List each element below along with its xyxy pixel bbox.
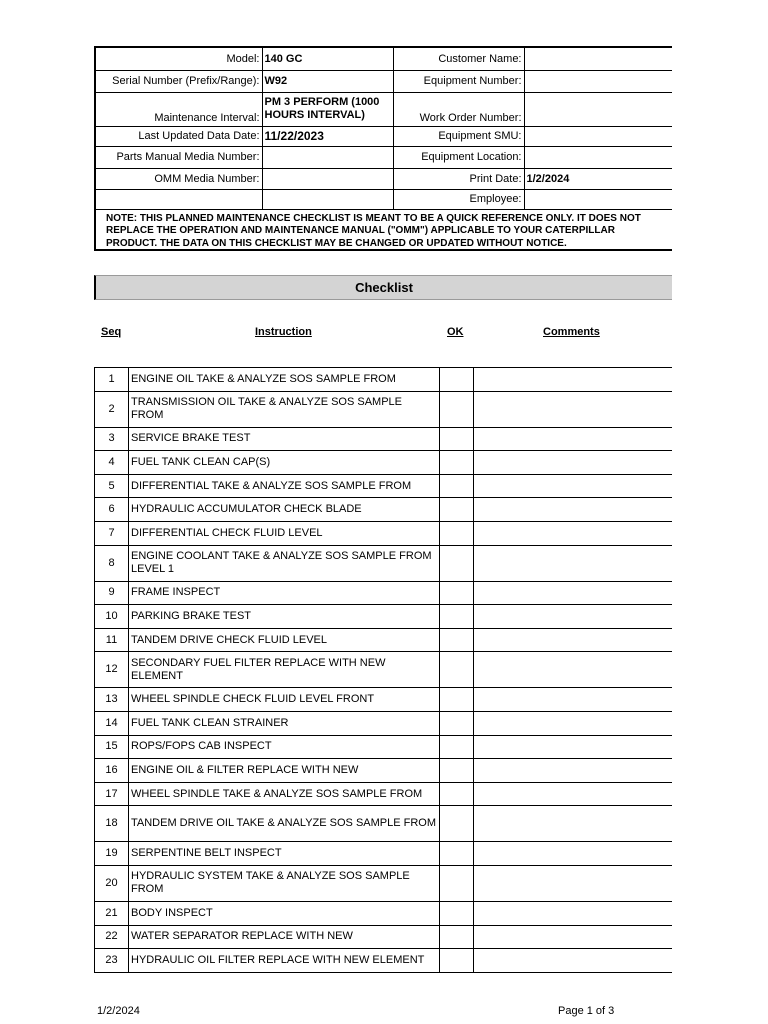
row-seq-number: 1 bbox=[95, 368, 129, 392]
row-seq-number: 20 bbox=[95, 865, 129, 901]
row-comments-cell[interactable] bbox=[474, 901, 673, 925]
footer-page-number: Page 1 of 3 bbox=[558, 1005, 615, 1017]
row-ok-checkbox-cell[interactable] bbox=[440, 782, 474, 806]
checklist-row bbox=[95, 451, 673, 475]
row-seq-number: 2 bbox=[95, 391, 129, 427]
row-ok-checkbox-cell[interactable] bbox=[440, 427, 474, 451]
row-instruction: ROPS/FOPS CAB INSPECT bbox=[129, 735, 440, 759]
row-instruction: TRANSMISSION OIL TAKE & ANALYZE SOS SAMPLE FROM bbox=[129, 391, 440, 427]
checklist-row bbox=[95, 782, 673, 806]
checklist-row bbox=[95, 925, 673, 949]
row-ok-checkbox-cell[interactable] bbox=[440, 474, 474, 498]
row-instruction: SECONDARY FUEL FILTER REPLACE WITH NEW ELEMENT bbox=[129, 652, 440, 688]
row-seq-number: 16 bbox=[95, 759, 129, 783]
last-updated-label: Last Updated Data Date: bbox=[96, 126, 262, 146]
print-date-value: 1/2/2024 bbox=[524, 168, 672, 189]
disclaimer-note: NOTE: THIS PLANNED MAINTENANCE CHECKLIST IS MEANT TO BE A QUICK REFERENCE ONLY. IT DOES NOT REPLACE THE OPERATION AND MAINTENANCE MANUAL ("OMM") APPLICABLE TO YOUR CATERPILLAR PRODUCT. THE DATA ON THIS CHECKLIST MAY BE CHANGED OR UPDATED WITHOUT NOTICE. bbox=[106, 212, 641, 249]
row-comments-cell[interactable] bbox=[474, 368, 673, 392]
row-seq-number: 12 bbox=[95, 652, 129, 688]
row-instruction: SERPENTINE BELT INSPECT bbox=[129, 842, 440, 866]
checklist-row bbox=[95, 806, 673, 842]
row-comments-cell[interactable] bbox=[474, 427, 673, 451]
parts-manual-value[interactable] bbox=[262, 146, 393, 168]
omm-media-value[interactable] bbox=[262, 168, 393, 189]
equipment-info-table bbox=[96, 48, 672, 250]
maintenance-interval-value: PM 3 PERFORM (1000 HOURS INTERVAL) bbox=[262, 92, 393, 126]
row-seq-number: 22 bbox=[95, 925, 129, 949]
seq-column-header: Seq bbox=[101, 326, 122, 338]
row-instruction: BODY INSPECT bbox=[129, 901, 440, 925]
row-seq-number: 15 bbox=[95, 735, 129, 759]
parts-manual-label: Parts Manual Media Number: bbox=[96, 146, 262, 168]
info-row-omm bbox=[96, 168, 672, 189]
row-instruction: TANDEM DRIVE CHECK FLUID LEVEL bbox=[129, 628, 440, 652]
row-seq-number: 17 bbox=[95, 782, 129, 806]
row-ok-checkbox-cell[interactable] bbox=[440, 451, 474, 475]
equipment-location-label: Equipment Location: bbox=[393, 146, 524, 168]
info-row-updated bbox=[96, 126, 672, 146]
checklist-title: Checklist bbox=[94, 275, 672, 300]
row-seq-number: 8 bbox=[95, 545, 129, 581]
work-order-number-value[interactable] bbox=[524, 92, 672, 126]
row-ok-checkbox-cell[interactable] bbox=[440, 901, 474, 925]
row-instruction: DIFFERENTIAL CHECK FLUID LEVEL bbox=[129, 521, 440, 545]
checklist-row bbox=[95, 498, 673, 522]
comments-column-header: Comments bbox=[543, 326, 600, 338]
instruction-column-header: Instruction bbox=[255, 326, 312, 338]
info-row-employee bbox=[96, 189, 672, 209]
omm-media-label: OMM Media Number: bbox=[96, 168, 262, 189]
row-seq-number: 23 bbox=[95, 949, 129, 973]
row-instruction: ENGINE COOLANT TAKE & ANALYZE SOS SAMPLE FROM LEVEL 1 bbox=[129, 545, 440, 581]
row-ok-checkbox-cell[interactable] bbox=[440, 949, 474, 973]
row-comments-cell[interactable] bbox=[474, 688, 673, 712]
row-ok-checkbox-cell[interactable] bbox=[440, 628, 474, 652]
row-ok-checkbox-cell[interactable] bbox=[440, 652, 474, 688]
row-ok-checkbox-cell[interactable] bbox=[440, 688, 474, 712]
row-comments-cell[interactable] bbox=[474, 949, 673, 973]
row-comments-cell[interactable] bbox=[474, 521, 673, 545]
row-seq-number: 7 bbox=[95, 521, 129, 545]
info-row-serial bbox=[96, 70, 672, 92]
checklist-table bbox=[94, 367, 672, 973]
equipment-number-label: Equipment Number: bbox=[393, 70, 524, 92]
checklist-row bbox=[95, 427, 673, 451]
checklist-row bbox=[95, 759, 673, 783]
footer-date: 1/2/2024 bbox=[97, 1005, 140, 1017]
row-instruction: FRAME INSPECT bbox=[129, 581, 440, 605]
checklist-row bbox=[95, 652, 673, 688]
checklist-row bbox=[95, 735, 673, 759]
row-instruction: HYDRAULIC SYSTEM TAKE & ANALYZE SOS SAMPLE FROM bbox=[129, 865, 440, 901]
row-ok-checkbox-cell[interactable] bbox=[440, 368, 474, 392]
row-seq-number: 3 bbox=[95, 427, 129, 451]
checklist-row bbox=[95, 688, 673, 712]
row-comments-cell[interactable] bbox=[474, 842, 673, 866]
checklist-row bbox=[95, 842, 673, 866]
serial-number-label: Serial Number (Prefix/Range): bbox=[96, 70, 262, 92]
blank-label bbox=[96, 189, 262, 209]
row-comments-cell[interactable] bbox=[474, 806, 673, 842]
row-instruction: FUEL TANK CLEAN CAP(S) bbox=[129, 451, 440, 475]
model-label: Model: bbox=[96, 48, 262, 70]
ok-column-header: OK bbox=[447, 326, 464, 338]
customer-name-label: Customer Name: bbox=[393, 48, 524, 70]
checklist-row bbox=[95, 711, 673, 735]
row-ok-checkbox-cell[interactable] bbox=[440, 605, 474, 629]
checklist-row bbox=[95, 949, 673, 973]
row-ok-checkbox-cell[interactable] bbox=[440, 581, 474, 605]
checklist-body bbox=[95, 368, 673, 973]
row-comments-cell[interactable] bbox=[474, 735, 673, 759]
row-ok-checkbox-cell[interactable] bbox=[440, 806, 474, 842]
employee-value[interactable] bbox=[524, 189, 672, 209]
row-comments-cell[interactable] bbox=[474, 711, 673, 735]
row-comments-cell[interactable] bbox=[474, 474, 673, 498]
info-row-interval bbox=[96, 92, 672, 126]
row-seq-number: 18 bbox=[95, 806, 129, 842]
row-instruction: DIFFERENTIAL TAKE & ANALYZE SOS SAMPLE FROM bbox=[129, 474, 440, 498]
row-ok-checkbox-cell[interactable] bbox=[440, 391, 474, 427]
checklist-row bbox=[95, 628, 673, 652]
work-order-number-label: Work Order Number: bbox=[393, 92, 524, 126]
row-comments-cell[interactable] bbox=[474, 782, 673, 806]
row-ok-checkbox-cell[interactable] bbox=[440, 865, 474, 901]
row-instruction: SERVICE BRAKE TEST bbox=[129, 427, 440, 451]
row-ok-checkbox-cell[interactable] bbox=[440, 925, 474, 949]
last-updated-value: 11/22/2023 bbox=[262, 126, 393, 146]
row-ok-checkbox-cell[interactable] bbox=[440, 735, 474, 759]
row-comments-cell[interactable] bbox=[474, 759, 673, 783]
checklist-row bbox=[95, 865, 673, 901]
info-row-model bbox=[96, 48, 672, 70]
row-instruction: ENGINE OIL TAKE & ANALYZE SOS SAMPLE FROM bbox=[129, 368, 440, 392]
row-comments-cell[interactable] bbox=[474, 865, 673, 901]
row-seq-number: 6 bbox=[95, 498, 129, 522]
row-comments-cell[interactable] bbox=[474, 605, 673, 629]
equipment-smu-label: Equipment SMU: bbox=[393, 126, 524, 146]
row-instruction: WHEEL SPINDLE CHECK FLUID LEVEL FRONT bbox=[129, 688, 440, 712]
row-comments-cell[interactable] bbox=[474, 451, 673, 475]
row-instruction: HYDRAULIC OIL FILTER REPLACE WITH NEW ELEMENT bbox=[129, 949, 440, 973]
row-instruction: WHEEL SPINDLE TAKE & ANALYZE SOS SAMPLE FROM bbox=[129, 782, 440, 806]
row-ok-checkbox-cell[interactable] bbox=[440, 521, 474, 545]
row-instruction: WATER SEPARATOR REPLACE WITH NEW bbox=[129, 925, 440, 949]
row-seq-number: 14 bbox=[95, 711, 129, 735]
equipment-number-value[interactable] bbox=[524, 70, 672, 92]
info-row-parts bbox=[96, 146, 672, 168]
row-comments-cell[interactable] bbox=[474, 391, 673, 427]
info-row-note bbox=[96, 209, 672, 250]
employee-label: Employee: bbox=[393, 189, 524, 209]
checklist-row bbox=[95, 391, 673, 427]
row-instruction: FUEL TANK CLEAN STRAINER bbox=[129, 711, 440, 735]
row-instruction: HYDRAULIC ACCUMULATOR CHECK BLADE bbox=[129, 498, 440, 522]
row-instruction: ENGINE OIL & FILTER REPLACE WITH NEW bbox=[129, 759, 440, 783]
checklist-row bbox=[95, 521, 673, 545]
blank-value bbox=[262, 189, 393, 209]
row-ok-checkbox-cell[interactable] bbox=[440, 759, 474, 783]
equipment-info-block bbox=[94, 46, 672, 251]
checklist-row bbox=[95, 581, 673, 605]
maintenance-interval-label: Maintenance Interval: bbox=[96, 92, 262, 126]
row-seq-number: 10 bbox=[95, 605, 129, 629]
model-value: 140 GC bbox=[262, 48, 393, 70]
print-date-label: Print Date: bbox=[393, 168, 524, 189]
row-comments-cell[interactable] bbox=[474, 652, 673, 688]
row-comments-cell[interactable] bbox=[474, 628, 673, 652]
row-ok-checkbox-cell[interactable] bbox=[440, 545, 474, 581]
row-comments-cell[interactable] bbox=[474, 545, 673, 581]
row-instruction: TANDEM DRIVE OIL TAKE & ANALYZE SOS SAMPLE FROM bbox=[129, 806, 440, 842]
row-seq-number: 9 bbox=[95, 581, 129, 605]
row-seq-number: 11 bbox=[95, 628, 129, 652]
row-comments-cell[interactable] bbox=[474, 925, 673, 949]
row-seq-number: 19 bbox=[95, 842, 129, 866]
checklist-row bbox=[95, 545, 673, 581]
checklist-row bbox=[95, 474, 673, 498]
row-seq-number: 13 bbox=[95, 688, 129, 712]
row-seq-number: 5 bbox=[95, 474, 129, 498]
checklist-row bbox=[95, 901, 673, 925]
row-seq-number: 4 bbox=[95, 451, 129, 475]
checklist-row bbox=[95, 605, 673, 629]
checklist-row bbox=[95, 368, 673, 392]
row-seq-number: 21 bbox=[95, 901, 129, 925]
serial-number-value: W92 bbox=[262, 70, 393, 92]
row-instruction: PARKING BRAKE TEST bbox=[129, 605, 440, 629]
row-comments-cell[interactable] bbox=[474, 581, 673, 605]
row-ok-checkbox-cell[interactable] bbox=[440, 842, 474, 866]
row-ok-checkbox-cell[interactable] bbox=[440, 711, 474, 735]
row-ok-checkbox-cell[interactable] bbox=[440, 498, 474, 522]
equipment-smu-value[interactable] bbox=[524, 126, 672, 146]
customer-name-value[interactable] bbox=[524, 48, 672, 70]
row-comments-cell[interactable] bbox=[474, 498, 673, 522]
equipment-location-value[interactable] bbox=[524, 146, 672, 168]
